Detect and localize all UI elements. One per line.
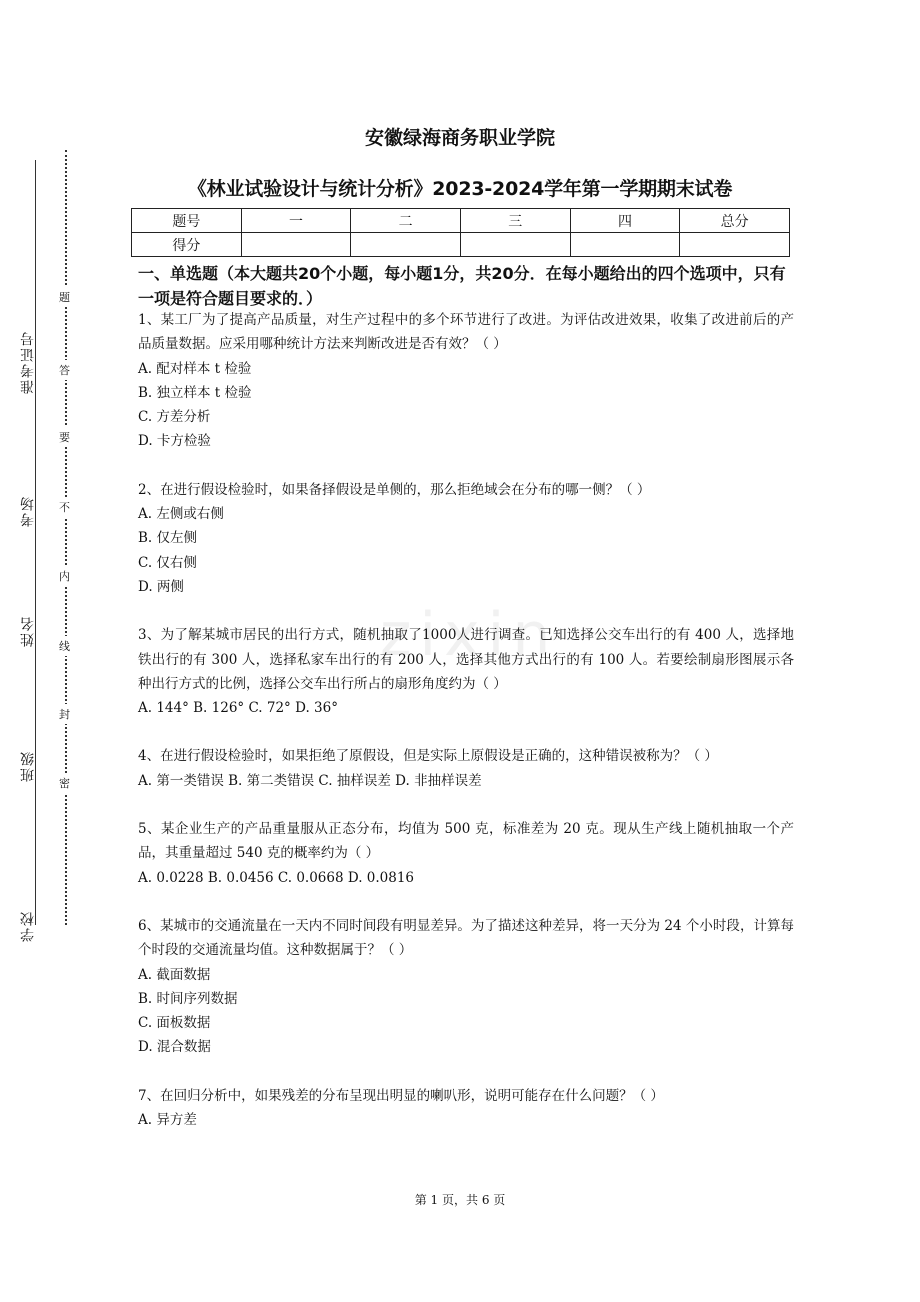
score-input-cell[interactable]	[351, 233, 461, 257]
question-stem: 4、在进行假设检验时，如果拒绝了原假设，但是实际上原假设是正确的，这种错误被称为？（ ）	[138, 748, 718, 765]
options-line: A. 第一类错误 B. 第二类错误 C. 抽样误差 D. 非抽样误差	[138, 772, 482, 789]
option-d: D. 混合数据	[138, 1039, 211, 1056]
seal-char: 题	[59, 287, 70, 307]
seal-char: 密	[59, 773, 70, 793]
label-school: 学校	[20, 910, 36, 942]
option-a: A. 异方差	[138, 1112, 197, 1129]
option-d: D. 两侧	[138, 578, 184, 595]
options-line: A. 0.0228 B. 0.0456 C. 0.0668 D. 0.0816	[138, 869, 415, 886]
option-b: B. 时间序列数据	[138, 990, 238, 1007]
score-cell: 三	[460, 209, 570, 233]
options-line: A. 144° B. 126° C. 72° D. 36°	[138, 700, 338, 717]
question-5	[138, 817, 794, 890]
watermark: zixin	[380, 600, 559, 670]
question-4	[138, 744, 794, 793]
score-input-cell[interactable]	[680, 233, 790, 257]
score-table	[131, 208, 790, 257]
option-c: C. 方差分析	[138, 409, 211, 426]
question-stem: 5、某企业生产的产品重量服从正态分布，均值为 500 克，标准差为 20 克。现从生产线上随机抽取一个产品，其重量超过 540 克的概率约为（ ）	[138, 821, 794, 862]
question-stem: 6、某城市的交通流量在一天内不同时间段有明显差异。为了描述这种差异，将一天分为 24 个小时段，计算每个时段的交通流量均值。这种数据属于？（ ）	[138, 917, 794, 959]
option-b: B. 独立样本 t 检验	[138, 384, 252, 401]
score-cell: 总分	[680, 209, 790, 233]
section-heading: 一、单选题（本大题共20个小题，每小题1分，共20分．在每小题给出的四个选项中，只有一项是符合题目要求的．）	[138, 264, 786, 308]
label-name: 姓名	[20, 615, 36, 647]
question-1	[138, 308, 794, 454]
question-7	[138, 1084, 794, 1133]
option-a: A. 配对样本 t 检验	[138, 360, 252, 377]
label-exam-number: 准考证号	[20, 330, 36, 394]
seal-char: 不	[59, 497, 70, 517]
option-a: A. 左侧或右侧	[138, 506, 224, 523]
score-cell: 得分	[132, 233, 242, 257]
score-input-cell[interactable]	[241, 233, 351, 257]
page-footer: 第 1 页，共 6 页	[414, 1193, 506, 1207]
questions-list	[138, 308, 794, 1132]
score-input-cell[interactable]	[570, 233, 680, 257]
score-table-header-row	[132, 209, 790, 233]
seal-char: 答	[59, 360, 70, 380]
label-exam-room: 考场	[20, 495, 36, 527]
option-b: B. 仅左侧	[138, 530, 198, 547]
seal-char: 内	[59, 566, 70, 586]
seal-char: 线	[59, 636, 70, 656]
question-6	[138, 914, 794, 1060]
question-2	[138, 478, 794, 599]
score-input-cell[interactable]	[460, 233, 570, 257]
score-cell: 题号	[132, 209, 242, 233]
label-class: 班级	[20, 750, 36, 782]
question-stem: 3、为了解某城市居民的出行方式，随机抽取了1000人进行调查。已知选择公交车出行的有 400 人，选择地铁出行的有 300 人，选择私家车出行的有 200 人，选择其他方式出行的有 100 人。若要绘制扇形图展示各种出行方式的比例，选择公交车出行所占的扇形角度约为（ ）	[138, 627, 794, 692]
score-cell: 四	[570, 209, 680, 233]
option-c: C. 面板数据	[138, 1015, 211, 1032]
score-cell: 一	[241, 209, 351, 233]
option-c: C. 仅右侧	[138, 554, 197, 571]
question-stem: 2、在进行假设检验时，如果备择假设是单侧的，那么拒绝域会在分布的哪一侧？（ ）	[138, 481, 651, 498]
question-stem: 7、在回归分析中，如果残差的分布呈现出明显的喇叭形，说明可能存在什么问题？（ ）	[138, 1087, 664, 1104]
exam-title: 《林业试验设计与统计分析》2023-2024学年第一学期期末试卷	[187, 178, 733, 200]
binding-solid-line	[35, 160, 36, 925]
option-a: A. 截面数据	[138, 966, 211, 983]
question-stem: 1、某工厂为了提高产品质量，对生产过程中的多个环节进行了改进。为评估改进效果，收集了改进前后的产品质量数据。应采用哪种统计方法来判断改进是否有效？（ ）	[138, 312, 794, 353]
option-d: D. 卡方检验	[138, 433, 211, 450]
seal-char: 要	[59, 427, 70, 447]
school-name: 安徽绿海商务职业学院	[364, 127, 555, 149]
score-table-score-row	[132, 233, 790, 257]
seal-dotted-line	[65, 150, 67, 925]
question-3	[138, 623, 794, 720]
score-cell: 二	[351, 209, 461, 233]
seal-char: 封	[59, 704, 70, 724]
